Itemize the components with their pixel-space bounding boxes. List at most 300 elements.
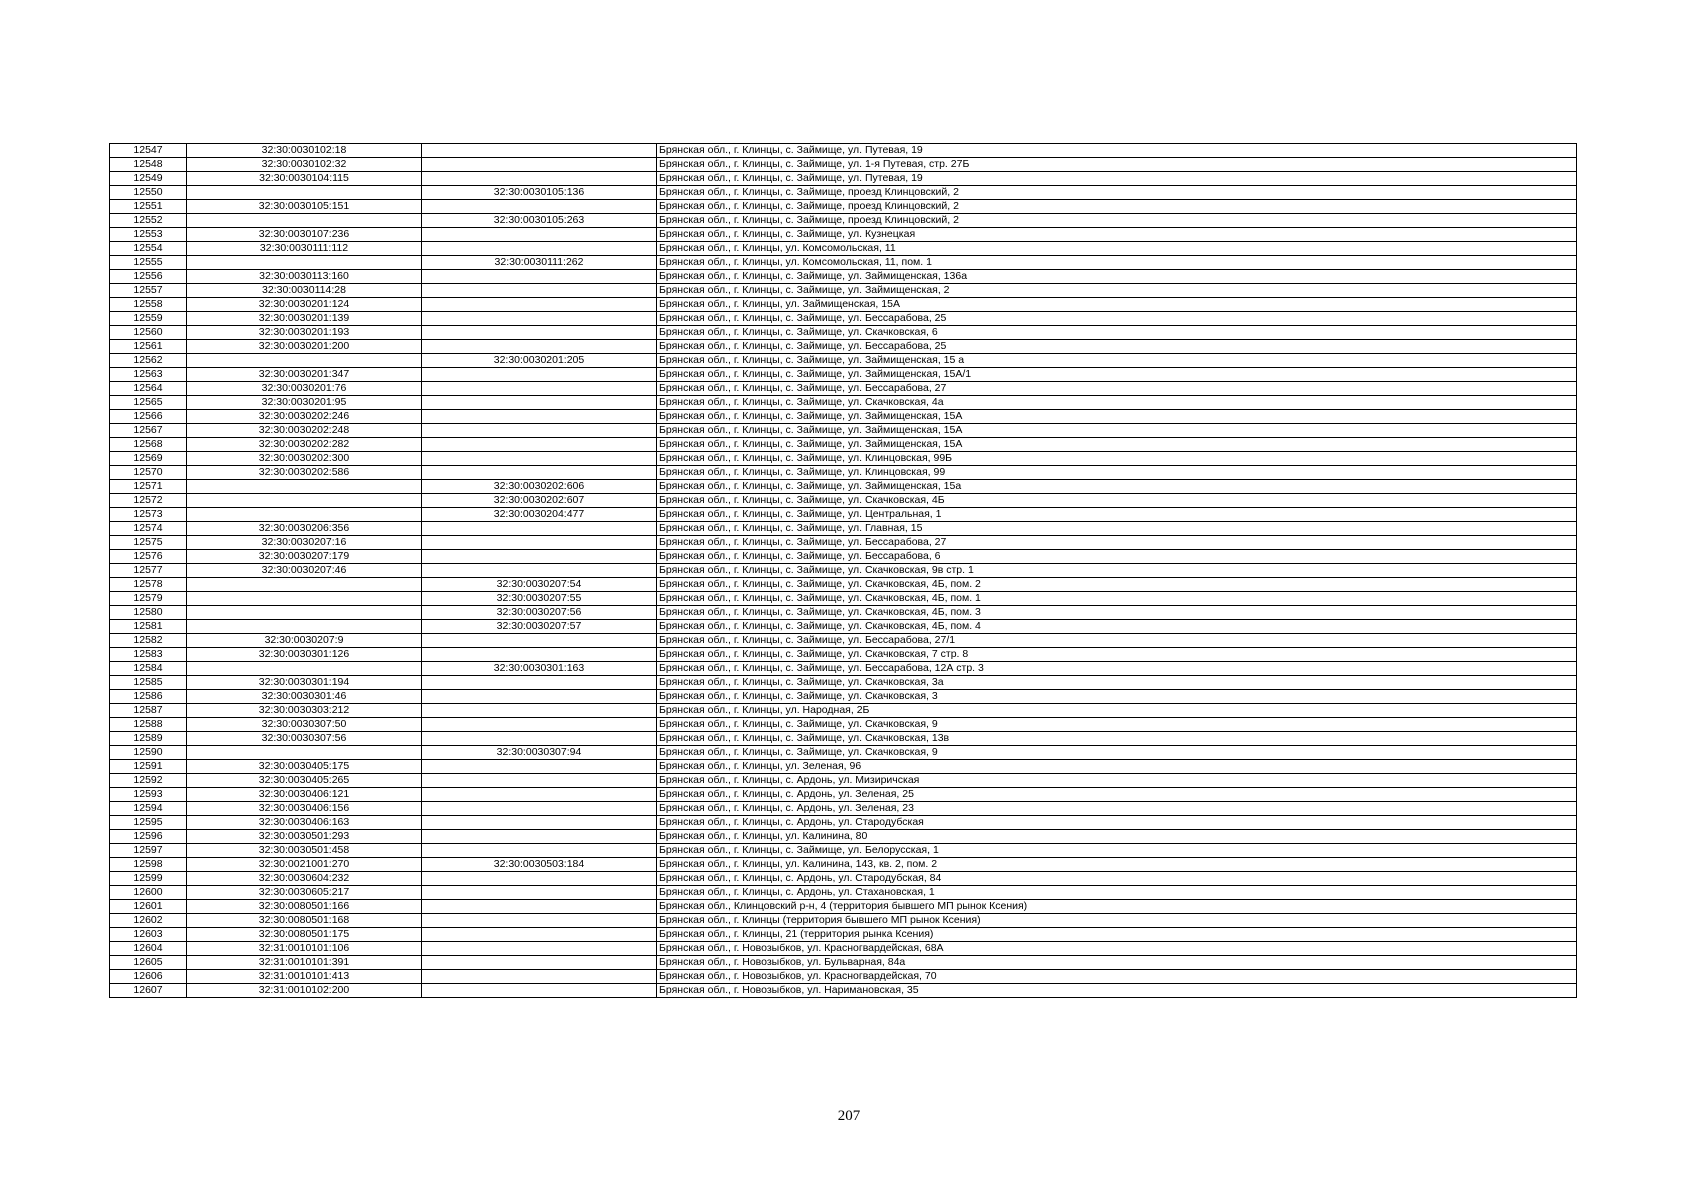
table-row: [110, 816, 1577, 830]
related-cadastral-number-cell: [422, 564, 657, 578]
row-number-cell: 12604: [110, 942, 187, 956]
related-cadastral-number-cell: [422, 816, 657, 830]
related-cadastral-number-cell: [422, 340, 657, 354]
address-cell: Брянская обл., г. Клинцы, с. Займище, ул. Скачковская, 4Б: [657, 494, 1577, 508]
row-number-cell: 12566: [110, 410, 187, 424]
address-cell: Брянская обл., г. Клинцы, с. Займище, ул. Бессарабова, 27: [657, 536, 1577, 550]
address-cell: Брянская обл., г. Клинцы, с. Займище, ул. 1-я Путевая, стр. 27Б: [657, 158, 1577, 172]
table-row: [110, 928, 1577, 942]
table-row: [110, 942, 1577, 956]
related-cadastral-number-cell: [422, 704, 657, 718]
address-cell: Брянская обл., г. Клинцы, ул. Народная, 2Б: [657, 704, 1577, 718]
table-row: [110, 970, 1577, 984]
related-cadastral-number-cell: [422, 522, 657, 536]
row-number-cell: 12553: [110, 228, 187, 242]
cadastral-number-cell: 32:30:0030307:56: [187, 732, 422, 746]
cadastral-number-cell: 32:30:0030202:282: [187, 438, 422, 452]
table-row: [110, 578, 1577, 592]
cadastral-number-cell: 32:30:0030201:76: [187, 382, 422, 396]
table-row: [110, 760, 1577, 774]
row-number-cell: 12586: [110, 690, 187, 704]
related-cadastral-number-cell: [422, 844, 657, 858]
row-number-cell: 12548: [110, 158, 187, 172]
related-cadastral-number-cell: [422, 368, 657, 382]
row-number-cell: 12559: [110, 312, 187, 326]
table-row: [110, 480, 1577, 494]
related-cadastral-number-cell: [422, 284, 657, 298]
table-row: [110, 690, 1577, 704]
row-number-cell: 12600: [110, 886, 187, 900]
table-row: [110, 186, 1577, 200]
table-row: [110, 228, 1577, 242]
address-cell: Брянская обл., г. Новозыбков, ул. Красногвардейская, 70: [657, 970, 1577, 984]
table-row: [110, 634, 1577, 648]
cadastral-number-cell: [187, 480, 422, 494]
cadastral-number-cell: 32:30:0021001:270: [187, 858, 422, 872]
table-row: [110, 340, 1577, 354]
related-cadastral-number-cell: 32:30:0030207:54: [422, 578, 657, 592]
address-cell: Брянская обл., г. Клинцы, с. Займище, ул. Займищенская, 15а: [657, 480, 1577, 494]
table-row: [110, 256, 1577, 270]
row-number-cell: 12582: [110, 634, 187, 648]
cadastral-number-cell: 32:30:0030201:124: [187, 298, 422, 312]
table-row: [110, 326, 1577, 340]
table-row: [110, 312, 1577, 326]
related-cadastral-number-cell: 32:30:0030111:262: [422, 256, 657, 270]
row-number-cell: 12576: [110, 550, 187, 564]
table-row: [110, 382, 1577, 396]
row-number-cell: 12593: [110, 788, 187, 802]
related-cadastral-number-cell: [422, 760, 657, 774]
table-row: [110, 466, 1577, 480]
cadastral-number-cell: 32:30:0030111:112: [187, 242, 422, 256]
table-row: [110, 242, 1577, 256]
cadastral-number-cell: [187, 214, 422, 228]
table-row: [110, 424, 1577, 438]
row-number-cell: 12580: [110, 606, 187, 620]
related-cadastral-number-cell: [422, 326, 657, 340]
cadastral-number-cell: 32:31:0010101:106: [187, 942, 422, 956]
related-cadastral-number-cell: 32:30:0030201:205: [422, 354, 657, 368]
row-number-cell: 12578: [110, 578, 187, 592]
table-row: [110, 676, 1577, 690]
row-number-cell: 12589: [110, 732, 187, 746]
cadastral-number-cell: 32:30:0030301:194: [187, 676, 422, 690]
address-cell: Брянская обл., г. Клинцы, ул. Комсомольская, 11, пом. 1: [657, 256, 1577, 270]
row-number-cell: 12564: [110, 382, 187, 396]
address-cell: Брянская обл., г. Клинцы, с. Займище, ул. Скачковская, 3: [657, 690, 1577, 704]
address-cell: Брянская обл., г. Клинцы, с. Займище, проезд Клинцовский, 2: [657, 186, 1577, 200]
row-number-cell: 12591: [110, 760, 187, 774]
address-cell: Брянская обл., г. Клинцы, с. Займище, ул. Скачковская, 4Б, пом. 4: [657, 620, 1577, 634]
table-row: [110, 536, 1577, 550]
table-row: [110, 956, 1577, 970]
related-cadastral-number-cell: [422, 242, 657, 256]
address-cell: Брянская обл., г. Клинцы, с. Займище, ул. Бессарабова, 27: [657, 382, 1577, 396]
address-cell: Брянская обл., г. Клинцы, с. Займище, ул. Займищенская, 136а: [657, 270, 1577, 284]
row-number-cell: 12597: [110, 844, 187, 858]
row-number-cell: 12571: [110, 480, 187, 494]
related-cadastral-number-cell: [422, 298, 657, 312]
row-number-cell: 12560: [110, 326, 187, 340]
address-cell: Брянская обл., г. Клинцы, с. Займище, ул. Кузнецкая: [657, 228, 1577, 242]
row-number-cell: 12569: [110, 452, 187, 466]
address-cell: Брянская обл., Клинцовский р-н, 4 (территория бывшего МП рынок Ксения): [657, 900, 1577, 914]
address-cell: Брянская обл., г. Клинцы, ул. Зеленая, 96: [657, 760, 1577, 774]
row-number-cell: 12605: [110, 956, 187, 970]
row-number-cell: 12592: [110, 774, 187, 788]
related-cadastral-number-cell: [422, 872, 657, 886]
related-cadastral-number-cell: [422, 914, 657, 928]
related-cadastral-number-cell: 32:30:0030202:606: [422, 480, 657, 494]
cadastral-number-cell: 32:30:0030105:151: [187, 200, 422, 214]
row-number-cell: 12594: [110, 802, 187, 816]
table-row: [110, 802, 1577, 816]
address-cell: Брянская обл., г. Клинцы, с. Ардонь, ул. Стародубская, 84: [657, 872, 1577, 886]
row-number-cell: 12595: [110, 816, 187, 830]
row-number-cell: 12598: [110, 858, 187, 872]
address-cell: Брянская обл., г. Новозыбков, ул. Красногвардейская, 68А: [657, 942, 1577, 956]
row-number-cell: 12573: [110, 508, 187, 522]
related-cadastral-number-cell: [422, 312, 657, 326]
cadastral-number-cell: [187, 578, 422, 592]
cadastral-number-cell: 32:30:0030202:246: [187, 410, 422, 424]
row-number-cell: 12583: [110, 648, 187, 662]
related-cadastral-number-cell: 32:30:0030207:57: [422, 620, 657, 634]
cadastral-number-cell: 32:30:0030303:212: [187, 704, 422, 718]
address-cell: Брянская обл., г. Клинцы, с. Займище, ул. Скачковская, 6: [657, 326, 1577, 340]
cadastral-number-cell: [187, 508, 422, 522]
address-cell: Брянская обл., г. Клинцы, с. Займище, ул. Займищенская, 2: [657, 284, 1577, 298]
table-row: [110, 354, 1577, 368]
related-cadastral-number-cell: [422, 830, 657, 844]
row-number-cell: 12570: [110, 466, 187, 480]
cadastral-number-cell: 32:30:0030104:115: [187, 172, 422, 186]
cadastral-number-cell: [187, 256, 422, 270]
table-row: [110, 984, 1577, 998]
row-number-cell: 12549: [110, 172, 187, 186]
address-cell: Брянская обл., г. Клинцы, с. Займище, ул. Скачковская, 4а: [657, 396, 1577, 410]
table-row: [110, 900, 1577, 914]
table-row: [110, 872, 1577, 886]
address-cell: Брянская обл., г. Клинцы, с. Ардонь, ул. Стахановская, 1: [657, 886, 1577, 900]
address-cell: Брянская обл., г. Клинцы, с. Займище, ул. Бессарабова, 6: [657, 550, 1577, 564]
table-row: [110, 662, 1577, 676]
related-cadastral-number-cell: [422, 802, 657, 816]
table-row: [110, 788, 1577, 802]
table-row: [110, 718, 1577, 732]
row-number-cell: 12565: [110, 396, 187, 410]
address-cell: Брянская обл., г. Клинцы, с. Займище, ул. Скачковская, 4Б, пом. 2: [657, 578, 1577, 592]
address-cell: Брянская обл., г. Клинцы, с. Займище, проезд Клинцовский, 2: [657, 214, 1577, 228]
cadastral-number-cell: 32:30:0030201:95: [187, 396, 422, 410]
row-number-cell: 12554: [110, 242, 187, 256]
address-cell: Брянская обл., г. Клинцы, с. Займище, ул. Белорусская, 1: [657, 844, 1577, 858]
cadastral-number-cell: 32:30:0030501:293: [187, 830, 422, 844]
table-row: [110, 774, 1577, 788]
row-number-cell: 12556: [110, 270, 187, 284]
table-row: [110, 914, 1577, 928]
row-number-cell: 12585: [110, 676, 187, 690]
address-cell: Брянская обл., г. Клинцы, с. Займище, ул. Скачковская, 4Б, пом. 3: [657, 606, 1577, 620]
cadastral-number-cell: 32:30:0030102:18: [187, 144, 422, 158]
address-cell: Брянская обл., г. Новозыбков, ул. Бульварная, 84а: [657, 956, 1577, 970]
related-cadastral-number-cell: [422, 424, 657, 438]
row-number-cell: 12603: [110, 928, 187, 942]
table-row: [110, 200, 1577, 214]
cadastral-number-cell: [187, 662, 422, 676]
related-cadastral-number-cell: [422, 536, 657, 550]
table-row: [110, 438, 1577, 452]
table-row: [110, 410, 1577, 424]
cadastral-number-cell: 32:30:0030207:179: [187, 550, 422, 564]
address-cell: Брянская обл., г. Клинцы, с. Займище, ул. Клинцовская, 99: [657, 466, 1577, 480]
address-cell: Брянская обл., г. Клинцы, с. Займище, ул. Займищенская, 15А: [657, 410, 1577, 424]
table-row: [110, 172, 1577, 186]
table-row: [110, 620, 1577, 634]
table-row: [110, 522, 1577, 536]
cadastral-number-cell: 32:30:0030501:458: [187, 844, 422, 858]
row-number-cell: 12563: [110, 368, 187, 382]
cadastral-number-cell: 32:30:0030406:121: [187, 788, 422, 802]
table-row: [110, 144, 1577, 158]
related-cadastral-number-cell: [422, 228, 657, 242]
address-cell: Брянская обл., г. Клинцы, с. Займище, ул. Бессарабова, 12А стр. 3: [657, 662, 1577, 676]
address-cell: Брянская обл., г. Клинцы, с. Займище, ул. Скачковская, 7 стр. 8: [657, 648, 1577, 662]
cadastral-number-cell: 32:30:0030202:586: [187, 466, 422, 480]
cadastral-number-cell: 32:30:0030207:46: [187, 564, 422, 578]
related-cadastral-number-cell: 32:30:0030204:477: [422, 508, 657, 522]
row-number-cell: 12567: [110, 424, 187, 438]
cadastral-number-cell: 32:30:0030301:126: [187, 648, 422, 662]
row-number-cell: 12577: [110, 564, 187, 578]
cadastral-number-cell: 32:30:0030201:193: [187, 326, 422, 340]
row-number-cell: 12601: [110, 900, 187, 914]
table-row: [110, 396, 1577, 410]
table-row: [110, 704, 1577, 718]
page-number: 207: [837, 1108, 861, 1124]
address-cell: Брянская обл., г. Клинцы, с. Займище, ул. Скачковская, 3а: [657, 676, 1577, 690]
related-cadastral-number-cell: [422, 172, 657, 186]
address-cell: Брянская обл., г. Клинцы, с. Займище, ул. Скачковская, 9: [657, 718, 1577, 732]
row-number-cell: 12574: [110, 522, 187, 536]
row-number-cell: 12596: [110, 830, 187, 844]
address-cell: Брянская обл., г. Клинцы, с. Ардонь, ул. Зеленая, 25: [657, 788, 1577, 802]
table-row: [110, 508, 1577, 522]
cadastral-number-cell: 32:30:0030405:265: [187, 774, 422, 788]
row-number-cell: 12588: [110, 718, 187, 732]
related-cadastral-number-cell: [422, 438, 657, 452]
cadastral-number-cell: 32:30:0080501:175: [187, 928, 422, 942]
cadastral-number-cell: 32:30:0030207:9: [187, 634, 422, 648]
registry-table: [109, 143, 1577, 998]
address-cell: Брянская обл., г. Клинцы, с. Займище, ул. Главная, 15: [657, 522, 1577, 536]
cadastral-number-cell: [187, 186, 422, 200]
table-row: [110, 368, 1577, 382]
related-cadastral-number-cell: [422, 956, 657, 970]
related-cadastral-number-cell: 32:30:0030503:184: [422, 858, 657, 872]
cadastral-number-cell: 32:30:0030406:156: [187, 802, 422, 816]
related-cadastral-number-cell: 32:30:0030207:56: [422, 606, 657, 620]
related-cadastral-number-cell: [422, 886, 657, 900]
row-number-cell: 12547: [110, 144, 187, 158]
address-cell: Брянская обл., г. Клинцы, с. Займище, ул. Скачковская, 4Б, пом. 1: [657, 592, 1577, 606]
row-number-cell: 12590: [110, 746, 187, 760]
related-cadastral-number-cell: 32:30:0030301:163: [422, 662, 657, 676]
related-cadastral-number-cell: [422, 550, 657, 564]
related-cadastral-number-cell: [422, 648, 657, 662]
address-cell: Брянская обл., г. Клинцы, с. Займище, ул. Займищенская, 15А: [657, 424, 1577, 438]
table-row: [110, 746, 1577, 760]
cadastral-number-cell: 32:30:0030201:139: [187, 312, 422, 326]
table-row: [110, 564, 1577, 578]
address-cell: Брянская обл., г. Клинцы, с. Займище, ул. Бессарабова, 25: [657, 340, 1577, 354]
cadastral-number-cell: 32:30:0030114:28: [187, 284, 422, 298]
related-cadastral-number-cell: [422, 984, 657, 998]
address-cell: Брянская обл., г. Клинцы, с. Займище, проезд Клинцовский, 2: [657, 200, 1577, 214]
cadastral-number-cell: 32:30:0030605:217: [187, 886, 422, 900]
address-cell: Брянская обл., г. Клинцы, с. Займище, ул. Клинцовская, 99Б: [657, 452, 1577, 466]
table-row: [110, 858, 1577, 872]
cadastral-number-cell: 32:30:0030201:200: [187, 340, 422, 354]
cadastral-number-cell: 32:30:0030107:236: [187, 228, 422, 242]
address-cell: Брянская обл., г. Клинцы, 21 (территория рынка Ксения): [657, 928, 1577, 942]
registry-table-body: [110, 144, 1577, 998]
related-cadastral-number-cell: [422, 970, 657, 984]
related-cadastral-number-cell: [422, 774, 657, 788]
related-cadastral-number-cell: [422, 928, 657, 942]
related-cadastral-number-cell: 32:30:0030307:94: [422, 746, 657, 760]
cadastral-number-cell: 32:30:0030206:356: [187, 522, 422, 536]
row-number-cell: 12607: [110, 984, 187, 998]
related-cadastral-number-cell: [422, 676, 657, 690]
related-cadastral-number-cell: 32:30:0030105:263: [422, 214, 657, 228]
address-cell: Брянская обл., г. Клинцы, с. Займище, ул. Скачковская, 13в: [657, 732, 1577, 746]
address-cell: Брянская обл., г. Клинцы, с. Займище, ул. Путевая, 19: [657, 172, 1577, 186]
row-number-cell: 12562: [110, 354, 187, 368]
cadastral-number-cell: 32:30:0030405:175: [187, 760, 422, 774]
row-number-cell: 12606: [110, 970, 187, 984]
address-cell: Брянская обл., г. Клинцы, с. Займище, ул. Скачковская, 9в стр. 1: [657, 564, 1577, 578]
related-cadastral-number-cell: [422, 158, 657, 172]
row-number-cell: 12602: [110, 914, 187, 928]
address-cell: Брянская обл., г. Клинцы, с. Займище, ул. Займищенская, 15А: [657, 438, 1577, 452]
address-cell: Брянская обл., г. Клинцы, ул. Займищенская, 15А: [657, 298, 1577, 312]
cadastral-number-cell: 32:30:0030113:160: [187, 270, 422, 284]
cadastral-number-cell: [187, 592, 422, 606]
row-number-cell: 12551: [110, 200, 187, 214]
row-number-cell: 12555: [110, 256, 187, 270]
cadastral-number-cell: 32:31:0010101:391: [187, 956, 422, 970]
related-cadastral-number-cell: 32:30:0030207:55: [422, 592, 657, 606]
related-cadastral-number-cell: [422, 396, 657, 410]
related-cadastral-number-cell: [422, 732, 657, 746]
row-number-cell: 12568: [110, 438, 187, 452]
table-row: [110, 494, 1577, 508]
cadastral-number-cell: 32:30:0030604:232: [187, 872, 422, 886]
cadastral-number-cell: [187, 620, 422, 634]
row-number-cell: 12550: [110, 186, 187, 200]
cadastral-number-cell: 32:30:0030301:46: [187, 690, 422, 704]
address-cell: Брянская обл., г. Клинцы, с. Займище, ул. Бессарабова, 27/1: [657, 634, 1577, 648]
row-number-cell: 12558: [110, 298, 187, 312]
table-row: [110, 886, 1577, 900]
cadastral-number-cell: 32:30:0030207:16: [187, 536, 422, 550]
address-cell: Брянская обл., г. Клинцы, с. Займище, ул. Центральная, 1: [657, 508, 1577, 522]
related-cadastral-number-cell: [422, 718, 657, 732]
related-cadastral-number-cell: [422, 270, 657, 284]
row-number-cell: 12587: [110, 704, 187, 718]
cadastral-number-cell: 32:30:0030202:300: [187, 452, 422, 466]
row-number-cell: 12572: [110, 494, 187, 508]
related-cadastral-number-cell: [422, 690, 657, 704]
row-number-cell: 12599: [110, 872, 187, 886]
address-cell: Брянская обл., г. Клинцы, с. Займище, ул. Путевая, 19: [657, 144, 1577, 158]
cadastral-number-cell: 32:30:0030202:248: [187, 424, 422, 438]
related-cadastral-number-cell: [422, 200, 657, 214]
table-row: [110, 214, 1577, 228]
related-cadastral-number-cell: [422, 788, 657, 802]
table-row: [110, 452, 1577, 466]
table-row: [110, 284, 1577, 298]
cadastral-number-cell: 32:30:0030406:163: [187, 816, 422, 830]
address-cell: Брянская обл., г. Клинцы, с. Займище, ул. Бессарабова, 25: [657, 312, 1577, 326]
table-row: [110, 844, 1577, 858]
row-number-cell: 12557: [110, 284, 187, 298]
row-number-cell: 12584: [110, 662, 187, 676]
related-cadastral-number-cell: [422, 900, 657, 914]
table-row: [110, 830, 1577, 844]
address-cell: Брянская обл., г. Клинцы, с. Ардонь, ул. Зеленая, 23: [657, 802, 1577, 816]
address-cell: Брянская обл., г. Клинцы, ул. Комсомольская, 11: [657, 242, 1577, 256]
related-cadastral-number-cell: [422, 144, 657, 158]
address-cell: Брянская обл., г. Новозыбков, ул. Наримановская, 35: [657, 984, 1577, 998]
cadastral-number-cell: [187, 494, 422, 508]
cadastral-number-cell: 32:30:0030102:32: [187, 158, 422, 172]
cadastral-number-cell: [187, 606, 422, 620]
address-cell: Брянская обл., г. Клинцы, с. Ардонь, ул. Стародубская: [657, 816, 1577, 830]
cadastral-number-cell: 32:31:0010101:413: [187, 970, 422, 984]
related-cadastral-number-cell: 32:30:0030202:607: [422, 494, 657, 508]
table-row: [110, 298, 1577, 312]
row-number-cell: 12561: [110, 340, 187, 354]
address-cell: Брянская обл., г. Клинцы, с. Займище, ул. Займищенская, 15 а: [657, 354, 1577, 368]
cadastral-number-cell: 32:31:0010102:200: [187, 984, 422, 998]
table-row: [110, 270, 1577, 284]
row-number-cell: 12552: [110, 214, 187, 228]
related-cadastral-number-cell: [422, 382, 657, 396]
table-row: [110, 158, 1577, 172]
address-cell: Брянская обл., г. Клинцы, с. Займище, ул. Скачковская, 9: [657, 746, 1577, 760]
related-cadastral-number-cell: 32:30:0030105:136: [422, 186, 657, 200]
related-cadastral-number-cell: [422, 634, 657, 648]
table-row: [110, 592, 1577, 606]
table-row: [110, 732, 1577, 746]
related-cadastral-number-cell: [422, 410, 657, 424]
address-cell: Брянская обл., г. Клинцы, с. Займище, ул. Займищенская, 15А/1: [657, 368, 1577, 382]
cadastral-number-cell: 32:30:0030201:347: [187, 368, 422, 382]
address-cell: Брянская обл., г. Клинцы, с. Ардонь, ул. Мизиричская: [657, 774, 1577, 788]
table-row: [110, 648, 1577, 662]
cadastral-number-cell: 32:30:0080501:168: [187, 914, 422, 928]
cadastral-number-cell: [187, 354, 422, 368]
related-cadastral-number-cell: [422, 466, 657, 480]
cadastral-number-cell: [187, 746, 422, 760]
table-row: [110, 606, 1577, 620]
cadastral-number-cell: 32:30:0080501:166: [187, 900, 422, 914]
row-number-cell: 12579: [110, 592, 187, 606]
address-cell: Брянская обл., г. Клинцы (территория бывшего МП рынок Ксения): [657, 914, 1577, 928]
